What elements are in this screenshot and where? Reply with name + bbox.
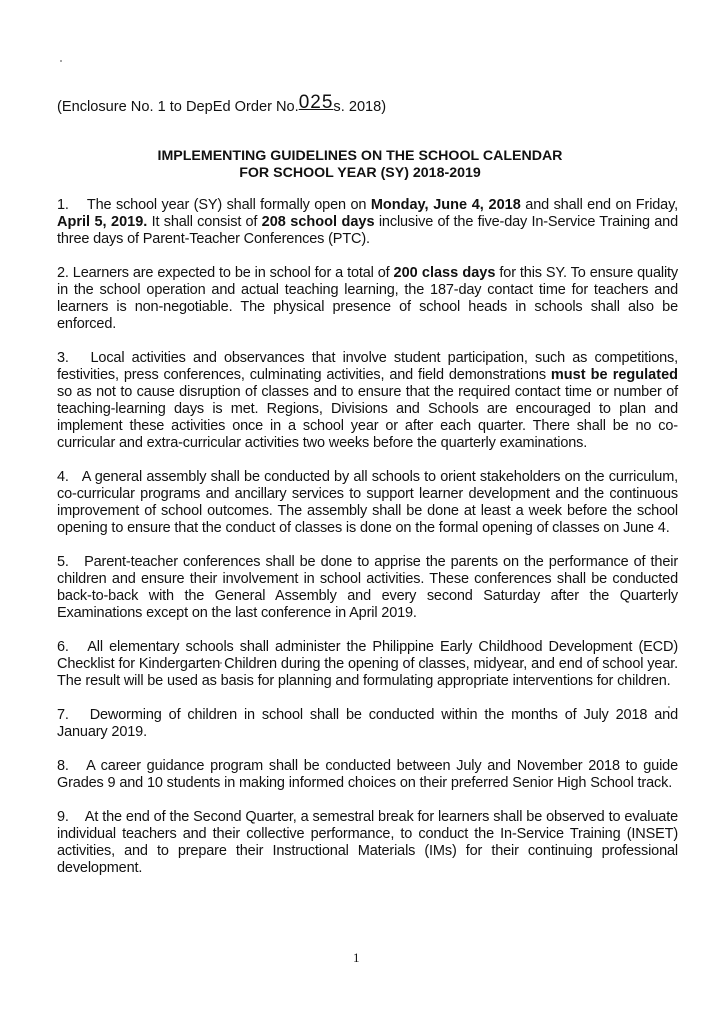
page-number: 1: [353, 950, 360, 965]
scan-speck: [60, 60, 62, 62]
text: for this SY. To ensure quality in the school operation and actual teaching learning, the 187-day contact time for teachers and learners is non-negotiable. The physical presence of school heads in schools shall also be enforced.: [57, 265, 679, 332]
text: 1. The school year (SY) shall formally open on: [57, 197, 371, 213]
document-title: [0, 148, 720, 182]
bold-text: must be regulated: [550, 367, 678, 383]
enclosure-suffix: s. 2018): [333, 99, 387, 115]
title-line-1: IMPLEMENTING GUIDELINES ON THE SCHOOL CALENDAR: [157, 148, 563, 164]
text: so as not to cause disruption of classes and to ensure that the required contact time or number of teaching-learning days is met. Regions, Divisions and Schools are encouraged to plan and implement these activities once in a school year or after each quarter. There shall be no co-curricular and extra-curricular activities two weeks before the quarterly examinations.: [57, 384, 678, 451]
enclosure-prefix: (Enclosure No. 1 to DepEd Order No.: [57, 99, 299, 115]
bold-text: April 5, 2019.: [57, 214, 148, 230]
paragraph-9: 9. At the end of the Second Quarter, a semestral break for learners shall be observed to evaluate individual teachers and their collective performance, to conduct the In-Service Training (INSET) activities, and to prepare their Instructional Materials (IMs) for their continuing professional development.: [57, 809, 678, 876]
title-line-2: FOR SCHOOL YEAR (SY) 2018-2019: [239, 165, 481, 181]
paragraph-2: [57, 265, 678, 333]
bold-text: 208 school days: [261, 214, 375, 230]
paragraph-3: [57, 350, 678, 452]
text: It shall consist of: [147, 214, 262, 230]
paragraph-7: 7. Deworming of children in school shall be conducted within the months of July 2018 and January 2019.: [57, 707, 678, 740]
paragraph-5: 5. Parent-teacher conferences shall be done to apprise the parents on the performance of their children and ensure their involvement in school activities. These conferences shall be conducted back-to-back with the General Assembly and every second Saturday after the Quarterly Examinations except on the last conference in April 2019.: [57, 554, 678, 621]
paragraph-8: 8. A career guidance program shall be conducted between July and November 2018 to guide Grades 9 and 10 students in making informed choices on their preferred Senior High School track.: [57, 758, 678, 791]
document-body: [57, 197, 678, 894]
enclosure-line: [57, 92, 387, 117]
paragraph-1: [57, 197, 678, 248]
paragraph-4: 4. A general assembly shall be conducted by all schools to orient stakeholders on the curriculum, co-curricular programs and ancillary services to support learner development and the continuous improvement of school outcomes. The assembly shall be done at least a week before the school opening to ensure that the conduct of classes is done on the formal opening of classes on June 4.: [57, 469, 678, 536]
text: 2. Learners are expected to be in school for a total of: [57, 265, 394, 281]
text: and shall end on Friday,: [520, 197, 678, 213]
bold-text: Monday, June 4, 2018: [370, 197, 521, 213]
text: 3. Local activities and observances that involve student participation, such as competitions, festivities, press conferences, culminating activities, and field demonstrations: [57, 350, 678, 383]
bold-text: 200 class days: [393, 265, 496, 281]
order-number: 025: [298, 92, 334, 113]
paragraph-6: 6. All elementary schools shall administer the Philippine Early Childhood Development (ECD) Checklist for Kindergarten Children during the opening of classes, midyear, and end of school year. The result will be used as basis for planning and formulating appropriate interventions for children.: [57, 639, 678, 689]
text: inclusive of the five-day In-Service Training and three days of Parent-Teacher Conferences (PTC).: [57, 214, 678, 247]
